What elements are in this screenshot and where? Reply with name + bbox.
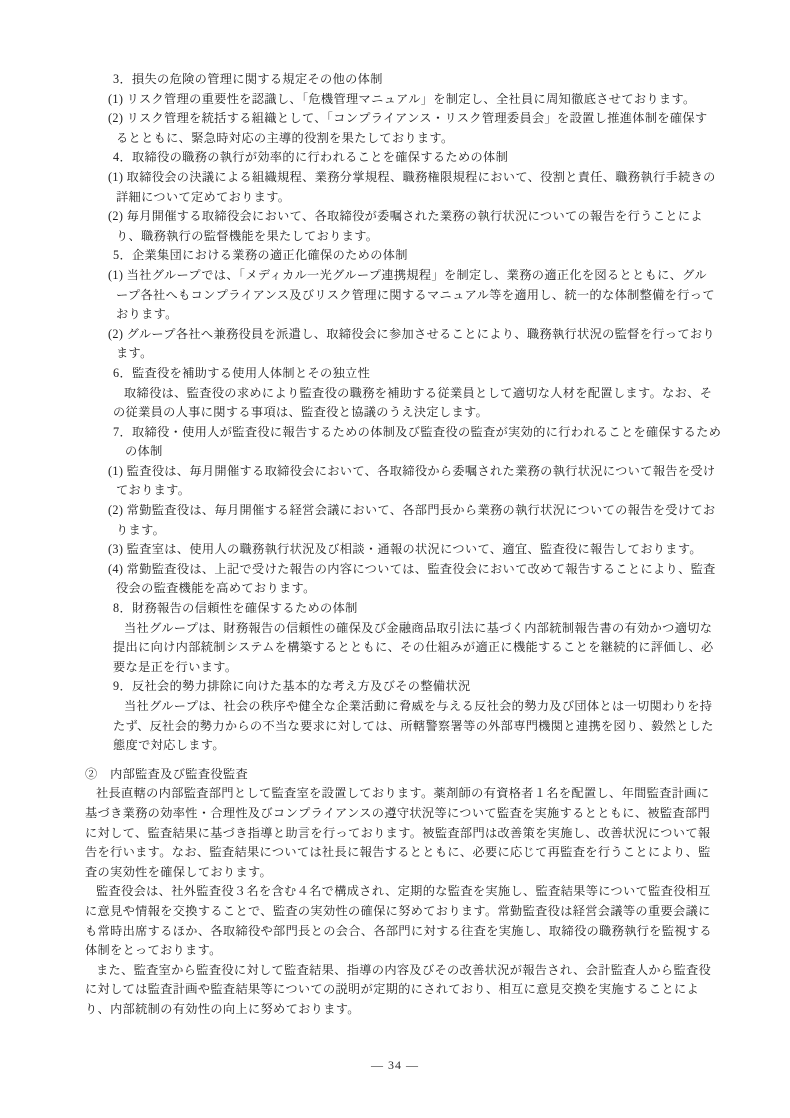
subsection-heading: ② 内部監査及び監査役監査 <box>85 766 248 781</box>
list-item-line: (1) 監査役は、毎月開催する取締役会において、各取締役から委嘱された業務の執行状況について報告を受け <box>108 463 716 478</box>
paragraph-line: 態度で対応します。 <box>113 738 225 753</box>
paragraph-line: 当社グループは、財務報告の信頼性の確保及び金融商品取引法に基づく内部統制報告書の有効かつ適切な <box>124 620 713 635</box>
paragraph-line: 査の実効性を確保しております。 <box>85 864 273 879</box>
paragraph-line: に対して、監査結果に基づき指導と助言を行っております。被監査部門は改善策を実施し、改善状況について報 <box>85 825 711 840</box>
list-item-continuation-line: り、職務執行の監督機能を果たしております。 <box>116 228 379 243</box>
list-item-continuation-line: ります。 <box>116 522 166 537</box>
list-item-line: (2) 常勤監査役は、毎月開催する経営会議において、各部門長から業務の執行状況についての報告を受けてお <box>108 503 716 518</box>
paragraph-line: 告を行います。なお、監査結果については社長に報告するとともに、必要に応じて再監査を行うことにより、監 <box>85 845 711 860</box>
list-item-line: (2) 毎月開催する取締役会において、各取締役が委嘱された業務の執行状況についての報告を行うことによ <box>108 209 703 224</box>
list-item-continuation-line: ます。 <box>116 346 153 361</box>
list-item-line: (4) 常勤監査役は、上記で受けた報告の内容については、監査役会において改めて報告することにより、監査 <box>108 561 716 576</box>
paragraph-line: 提出に向け内部統制システムを構築するとともに、その仕組みが適正に機能することを継続的に評価し、必 <box>113 640 714 655</box>
list-item-line: (3) 監査室は、使用人の職務執行状況及び相談・通報の状況について、適宜、監査役に報告しております。 <box>108 542 702 557</box>
list-item-continuation-line: ております。 <box>116 483 191 498</box>
paragraph-line: も常時出席するほか、各取締役や部門長との会合、各部門に対する往査を実施し、取締役の職務執行を監視する <box>85 923 712 938</box>
list-item-line: (2) グループ各社へ兼務役員を派遣し、取締役会に参加させることにより、職務執行状況の監督を行っており <box>108 326 715 341</box>
paragraph-line: 要な是正を行います。 <box>113 659 238 674</box>
list-item-line: (1) 取締役会の決議による組織規程、業務分掌規程、職務権限規程において、役割と責任、職務執行手続きの <box>108 169 716 184</box>
paragraph-line: 社長直轄の内部監査部門として監査室を設置しております。薬剤師の有資格者１名を配置し、年間監査計画に <box>96 786 710 801</box>
paragraph-line: 当社グループは、社会の秩序や健全な企業活動に脅威を与える反社会的勢力及び団体とは一切関わりを持 <box>124 699 713 713</box>
numbered-heading-line: 4．取締役の職務の執行が効率的に行われることを確保するための体制 <box>113 150 509 165</box>
numbered-heading-line: 8．財務報告の信頼性を確保するための体制 <box>113 601 358 616</box>
spacer <box>85 756 715 765</box>
paragraph-line: に対しては監査計画や監査結果等についての説明が定期的にされており、相互に意見交換を実施することによ <box>85 982 700 997</box>
list-item-continuation-line: 詳細について定めております。 <box>116 189 291 204</box>
numbered-heading-line: 6．監査役を補助する使用人体制とその独立性 <box>113 365 371 380</box>
paragraph-line: 基づき業務の効率性・合理性及びコンプライアンスの遵守状況等について監査を実施するとともに、被監査部門 <box>85 805 711 820</box>
paragraph-line: に意見や情報を交換することで、監査の実効性の確保に努めております。常勤監査役は経営会議等の重要会議に <box>85 903 711 918</box>
paragraph-line: たず、反社会的勢力からの不当な要求に対しては、所轄警察署等の外部専門機関と連携を図り、毅然とした <box>113 718 714 733</box>
numbered-heading-line: 9．反社会的勢力排除に向けた基本的な考え方及びその整備状況 <box>113 679 471 694</box>
paragraph-line: 体制をとっております。 <box>85 943 222 958</box>
list-item-line: (1) リスク管理の重要性を認識し、「危機管理マニュアル」を制定し、全社員に周知徹底させております。 <box>108 91 696 106</box>
heading-continuation-line: の体制 <box>125 444 163 459</box>
page-footer <box>0 1058 790 1073</box>
paragraph-line: 取締役は、監査役の求めにより監査役の職務を補助する従業員として適切な人材を配置します。なお、そ <box>124 385 713 400</box>
list-item-continuation-line: ープ各社へもコンプライアンス及びリスク管理に関するマニュアル等を適用し、統一的な体制整備を行って <box>116 287 715 302</box>
paragraph-line: また、監査室から監査役に対して監査結果、指導の内容及びその改善状況が報告され、会計監査人から監査役 <box>96 962 712 977</box>
list-item-continuation-line: るとともに、緊急時対応の主導的役割を果たしております。 <box>116 130 454 145</box>
list-item-line: (1) 当社グループでは、「メディカル一光グループ連携規程」を制定し、業務の適正化を図るとともに、グル <box>108 267 707 282</box>
paragraph-line: り、内部統制の有効性の向上に努めております。 <box>85 1001 360 1016</box>
list-item-continuation-line: 役会の監査機能を高めております。 <box>116 581 316 596</box>
numbered-heading-line: 3．損失の危険の管理に関する規定その他の体制 <box>113 72 383 86</box>
list-item-continuation-line: おります。 <box>116 307 178 322</box>
numbered-heading-line: 5．企業集団における業務の適正化確保のための体制 <box>113 248 408 263</box>
list-item-line: (2) リスク管理を統括する組織として、「コンプライアンス・リスク管理委員会」を設置し推進体制を確保す <box>108 111 708 126</box>
document-content <box>85 70 722 1020</box>
numbered-heading-line: 7．取締役・使用人が監査役に報告するための体制及び監査役の監査が実効的に行われることを確保するため <box>113 424 722 439</box>
paragraph-line: 監査役会は、社外監査役３名を含む４名で構成され、定期的な監査を実施し、監査結果等について監査役相互 <box>96 884 711 899</box>
page-number: ― 34 ― <box>371 1058 419 1072</box>
paragraph-line: の従業員の人事に関する事項は、監査役と協議のうえ決定します。 <box>113 405 489 420</box>
